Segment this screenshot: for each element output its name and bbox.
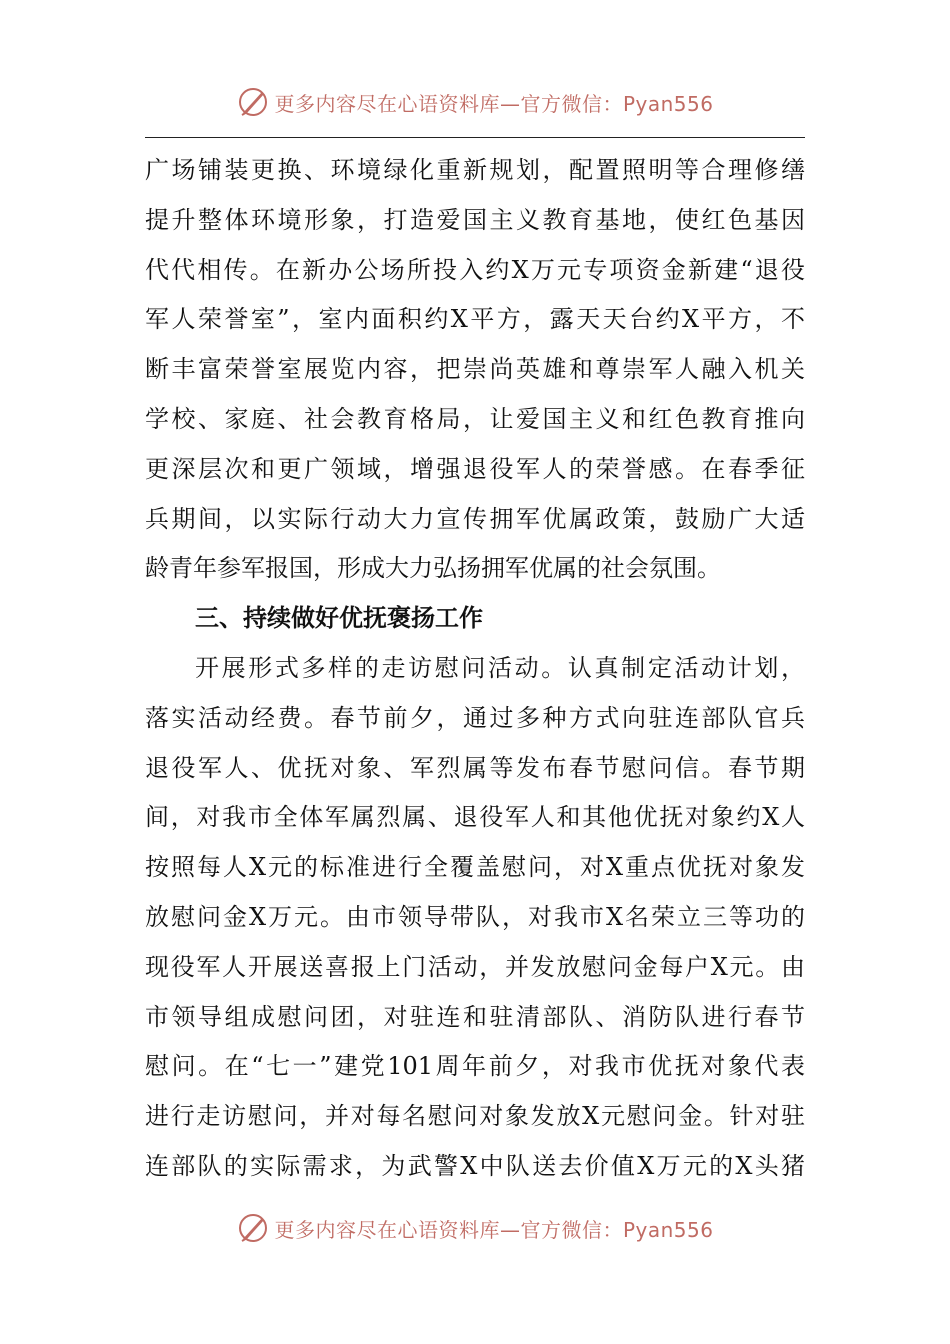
footer-banner [0,1208,950,1248]
body-line: 连部队的实际需求，为武警X中队送去价值X万元的X头猪 [145,1151,805,1180]
body-line: 代代相传。在新办公场所投入约X万元专项资金新建“退役 [145,255,805,284]
body-line: 慰问。在“七一”建党101周年前夕，对我市优抚对象代表 [145,1052,805,1081]
body-line: 学校、家庭、社会教育格局，让爱国主义和红色教育推向 [145,404,805,433]
body-line: 军人荣誉室”，室内面积约X平方，露天天台约X平方，不 [145,305,805,334]
section-heading: 三、持续做好优抚褒扬工作 [195,604,483,633]
header-banner-text: 更多内容尽在心语资料库—官方微信：Pyan556 [274,91,714,116]
body-line: 断丰富荣誉室展览内容，把崇尚英雄和尊崇军人融入机关 [145,355,805,384]
body-line: 更深层次和更广领域，增强退役军人的荣誉感。在春季征 [145,454,805,483]
header-banner [0,82,950,122]
body-line: 落实活动经费。春节前夕，通过多种方式向驻连部队官兵 [145,703,805,732]
body-line: 间，对我市全体军属烈属、退役军人和其他优抚对象约X人 [145,803,805,832]
body-line: 进行走访慰问，并对每名慰问对象发放X元慰问金。针对驻 [145,1102,805,1131]
header-divider [145,137,805,138]
body-line: 现役军人开展送喜报上门活动，并发放慰问金每户X元。由 [145,952,805,981]
body-line: 放慰问金X万元。由市领导带队，对我市X名荣立三等功的 [145,902,805,931]
body-line: 提升整体环境形象，打造爱国主义教育基地，使红色基因 [145,205,805,234]
body-line: 市领导组成慰问团，对驻连和驻清部队、消防队进行春节 [145,1002,805,1031]
body-line: 开展形式多样的走访慰问活动。认真制定活动计划， [195,653,805,682]
body-line: 兵期间，以实际行动大力宣传拥军优属政策，鼓励广大适 [145,504,805,533]
quill-pen-icon [236,85,270,119]
body-line: 退役军人、优抚对象、军烈属等发布春节慰问信。春节期 [145,753,805,782]
body-line: 按照每人X元的标准进行全覆盖慰问，对X重点优抚对象发 [145,853,805,882]
footer-banner-text: 更多内容尽在心语资料库—官方微信：Pyan556 [274,1217,714,1242]
quill-pen-icon [236,1211,270,1245]
body-line: 广场铺装更换、环境绿化重新规划，配置照明等合理修缮 [145,156,805,184]
body-line: 龄青年参军报国，形成大力弘扬拥军优属的社会氛围。 [145,554,721,583]
document-body [145,146,805,1192]
